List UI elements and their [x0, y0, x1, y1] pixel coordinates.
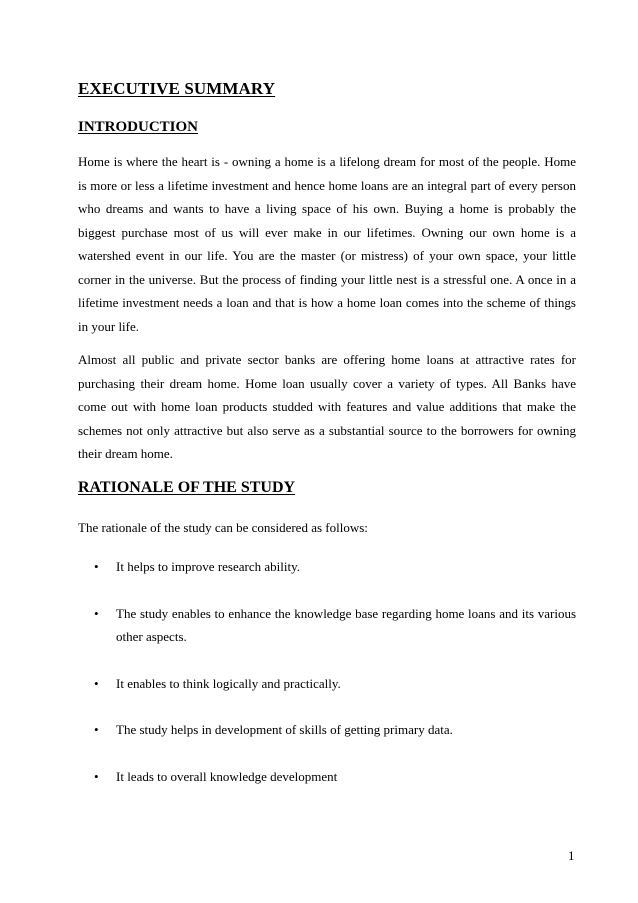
introduction-paragraph-2: Almost all public and private sector banks are offering home loans at attractive rates for purchasing their dream home. Home loan usually cover a variety of types. All Banks have come out with home loan products studded with features and value additions that make the schemes not only attractive but also serve as a substantial source to the borrowers for owning their dream home.	[78, 352, 576, 461]
list-item-text: It leads to overall knowledge development	[116, 768, 338, 784]
rationale-heading: RATIONALE OF THE STUDY	[78, 478, 296, 496]
rationale-list	[78, 555, 576, 788]
executive-summary-title: EXECUTIVE SUMMARY	[78, 79, 276, 98]
list-item	[78, 718, 576, 742]
bullet-icon: •	[94, 559, 99, 574]
list-item-text: The study enables to enhance the knowledge base regarding home loans and its various other aspects.	[116, 605, 576, 644]
list-item	[78, 602, 576, 649]
list-item	[78, 672, 576, 696]
page-number: 1	[568, 848, 575, 863]
rationale-intro: The rationale of the study can be considered as follows:	[78, 519, 368, 535]
introduction-paragraph-1: Home is where the heart is - owning a home is a lifelong dream for most of the people. Home is more or less a lifetime investment and hence home loans are an integral part of every person who dreams and wants to have a living space of his own. Buying a home is probably the biggest purchase most of us will ever make in our lifetimes. Owning our own home is a watershed event in our life. You are the master (or mistress) of your own space, your little corner in the universe. But the process of finding your little nest is a stressful one. A once in a lifetime investment needs a loan and that is how a home loan comes into the scheme of things in your life.	[78, 154, 576, 334]
bullet-icon: •	[94, 722, 99, 737]
list-item-text: It enables to think logically and practically.	[116, 675, 341, 691]
bullet-icon: •	[94, 768, 99, 784]
bullet-icon: •	[94, 605, 99, 621]
list-item-text: It helps to improve research ability.	[116, 559, 300, 574]
list-item	[78, 555, 576, 579]
list-item	[78, 765, 576, 789]
page-content	[78, 78, 576, 811]
bullet-icon: •	[94, 675, 99, 691]
list-item-text: The study helps in development of skills of getting primary data.	[116, 722, 453, 737]
introduction-heading: INTRODUCTION	[78, 119, 199, 135]
